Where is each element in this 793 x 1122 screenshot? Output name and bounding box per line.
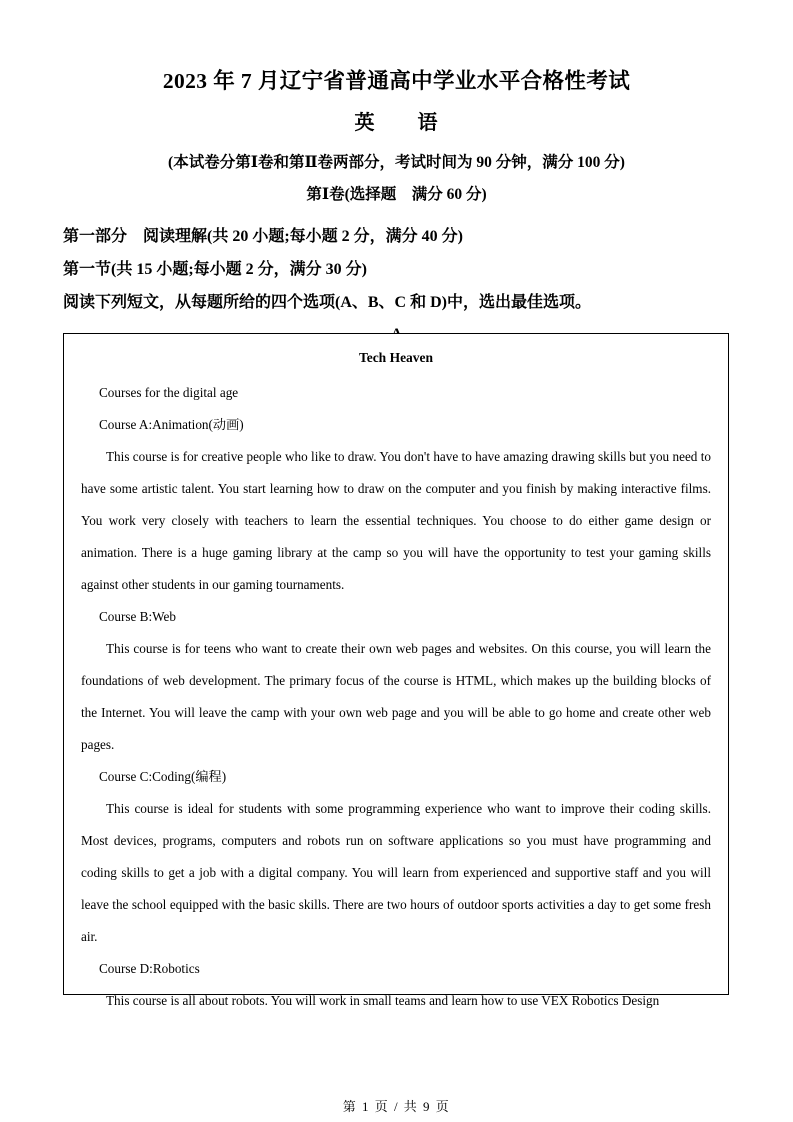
course-d-body: This course is all about robots. You will work in small teams and learn how to use VEX Robotics Design bbox=[106, 992, 660, 1008]
course-a-heading: Course A:Animation(动画) bbox=[99, 416, 244, 432]
instructions-block bbox=[0, 205, 793, 311]
course-b-heading: Course B:Web bbox=[99, 608, 176, 624]
subject-heading: 英 语 bbox=[354, 111, 439, 134]
instruction-line-reading-comprehension: 第一部分 阅读理解(共 20 小题;每小题 2 分，满分 40 分) bbox=[63, 228, 463, 246]
instruction-line-section-one: 第一节(共 15 小题;每小题 2 分，满分 30 分) bbox=[63, 261, 367, 279]
passage-content bbox=[64, 334, 728, 1017]
course-c-body: This course is ideal for students with some programming experience who want to improve their coding skills. Most devices, programs, computers and robots run on software applications so you must have programming and coding skills to get a job with a digital company. You will learn from experienced and supportive staff and you will leave the school equipped with the basic skills. There are two hours of outdoor sports activities a day to get some fresh air. bbox=[81, 800, 711, 944]
instruction-line-directions: 阅读下列短文，从每题所给的四个选项(A、B、C 和 D)中，选出最佳选项。 bbox=[63, 294, 591, 312]
course-a-body: This course is for creative people who like to draw. You don't have to have amazing drawing skills but you need to have some artistic talent. You start learning how to draw on the computer and you finish by making interactive films. You work very closely with teachers to learn the essential techniques. You choose to do either game design or animation. There is a huge gaming library at the camp so you will have the opportunity to test your gaming skills against other students in our gaming tournaments. bbox=[81, 448, 711, 592]
part-one-heading: 第Ⅰ卷(选择题 满分 60 分) bbox=[306, 186, 487, 204]
page-footer: 第 1 页 / 共 9 页 bbox=[342, 1099, 451, 1114]
course-d-heading: Course D:Robotics bbox=[99, 960, 200, 976]
course-c-heading: Course C:Coding(编程) bbox=[99, 768, 227, 784]
passage-title: Tech Heaven bbox=[358, 350, 434, 365]
course-b-body: This course is for teens who want to create their own web pages and websites. On this course, you will learn the foundations of web development. The primary focus of the course is HTML, which makes up the building blocks of the Internet. You will leave the camp with your own web page and you will be able to go home and create other web pages. bbox=[81, 640, 711, 752]
passage-box bbox=[63, 333, 729, 1008]
exam-note: (本试卷分第Ⅰ卷和第Ⅱ卷两部分，考试时间为 90 分钟，满分 100 分) bbox=[168, 153, 625, 171]
page-title: 2023 年 7 月辽宁省普通高中学业水平合格性考试 bbox=[162, 69, 631, 93]
passage-tagline: Courses for the digital age bbox=[99, 384, 239, 400]
